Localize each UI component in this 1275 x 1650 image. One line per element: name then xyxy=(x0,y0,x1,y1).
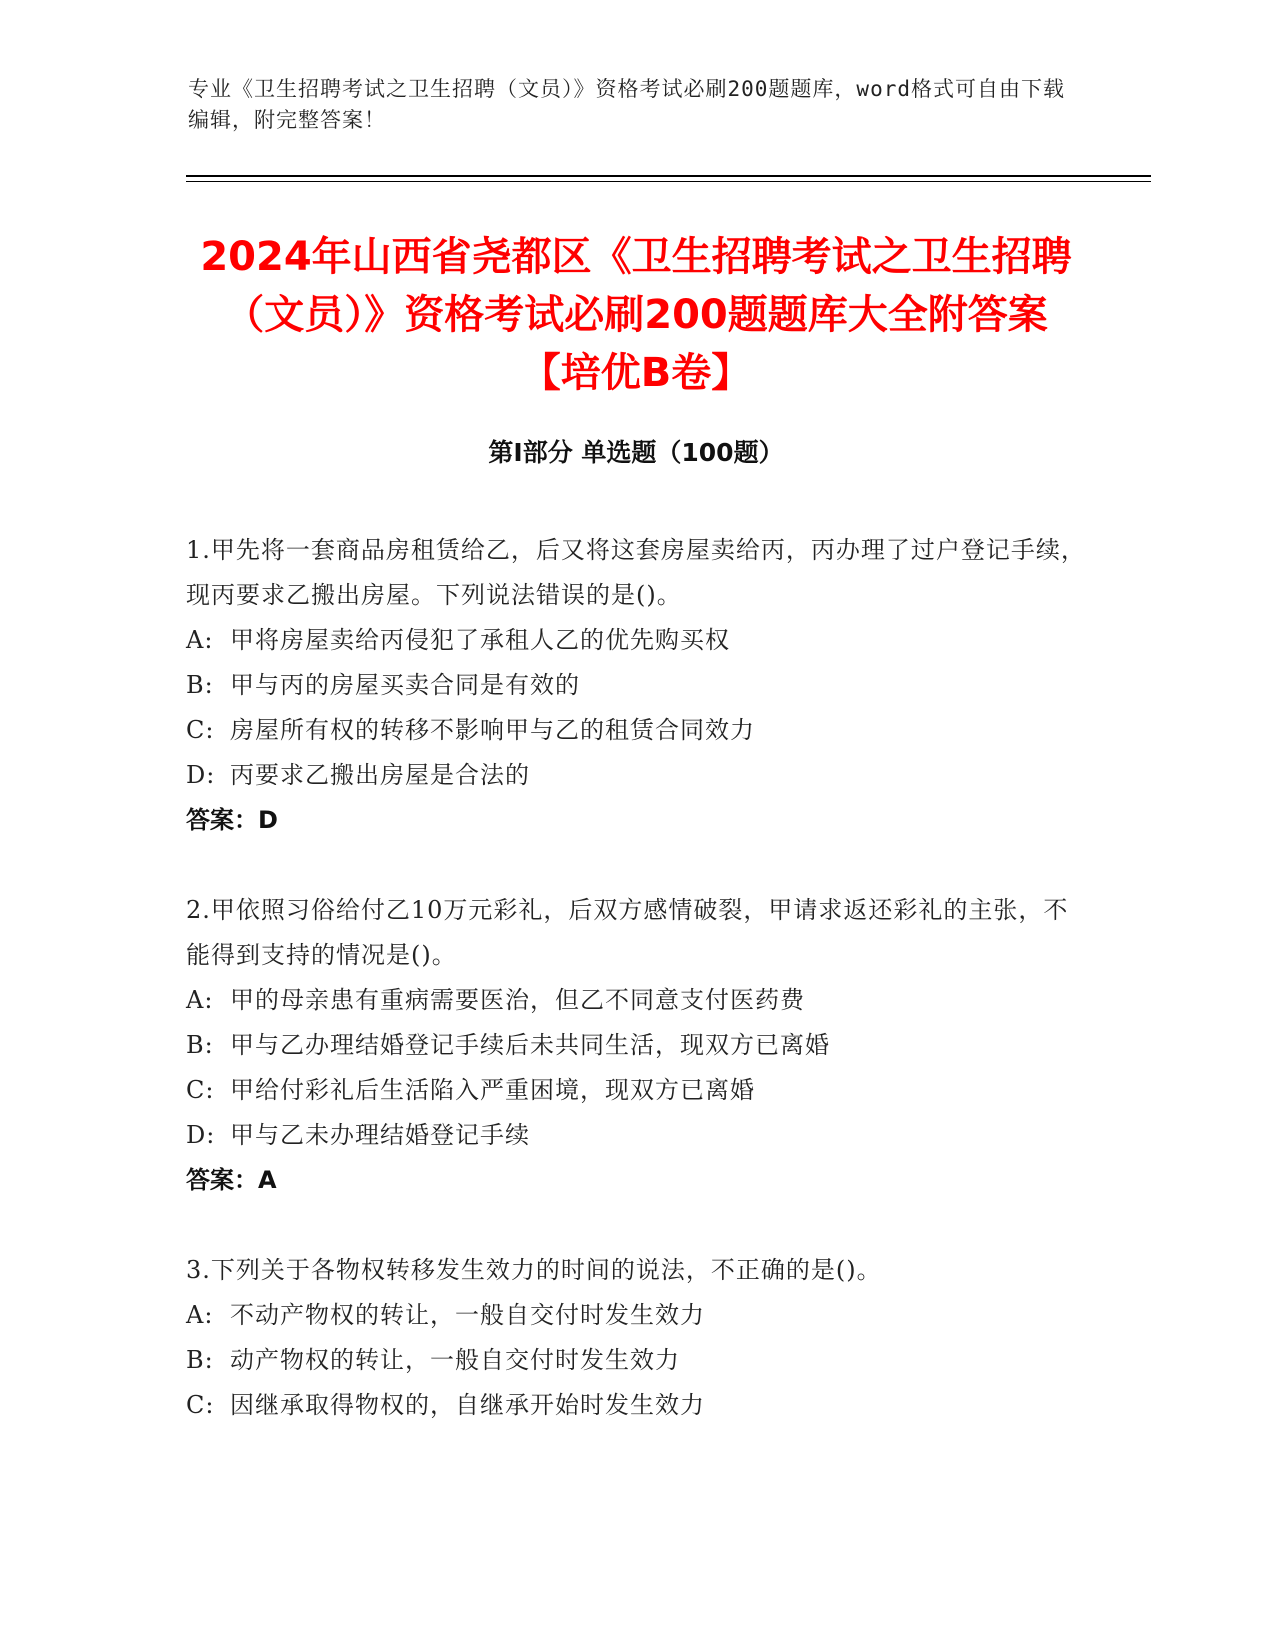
option-key: B: xyxy=(186,671,214,699)
question-option xyxy=(186,1293,1086,1338)
option-text: 因继承取得物权的，自继承开始时发生效力 xyxy=(230,1391,705,1419)
question-option xyxy=(186,663,1086,708)
option-key: D: xyxy=(186,761,216,789)
question-stem: 3.下列关于各物权转移发生效力的时间的说法，不正确的是()。 xyxy=(186,1256,882,1284)
option-key: B: xyxy=(186,1346,214,1374)
option-text: 甲与丙的房屋买卖合同是有效的 xyxy=(230,671,580,699)
header-rule-thin xyxy=(186,181,1151,182)
question-answer: 答案：A xyxy=(186,1166,277,1194)
option-key: C: xyxy=(186,716,215,744)
option-key: A: xyxy=(186,626,214,654)
question-option xyxy=(186,978,1086,1023)
header-note: 专业《卫生招聘考试之卫生招聘（文员）》资格考试必刷200题题库，word格式可自由下载编辑，附完整答案！ xyxy=(188,77,1065,132)
header-rule-thick xyxy=(186,175,1151,177)
question-item xyxy=(186,1248,1086,1428)
option-key: B: xyxy=(186,1031,214,1059)
question-option xyxy=(186,1068,1086,1113)
question-stem: 2.甲依照习俗给付乙10万元彩礼，后双方感情破裂，甲请求返还彩礼的主张，不能得到支持的情况是()。 xyxy=(186,896,1069,969)
option-key: A: xyxy=(186,1301,214,1329)
option-text: 甲与乙未办理结婚登记手续 xyxy=(230,1121,530,1149)
question-item xyxy=(186,528,1086,843)
question-option xyxy=(186,753,1086,798)
option-text: 甲与乙办理结婚登记手续后未共同生活，现双方已离婚 xyxy=(230,1031,830,1059)
option-text: 动产物权的转让，一般自交付时发生效力 xyxy=(230,1346,680,1374)
option-key: A: xyxy=(186,986,214,1014)
option-text: 甲的母亲患有重病需要医治，但乙不同意支付医药费 xyxy=(230,986,805,1014)
option-text: 甲将房屋卖给丙侵犯了承租人乙的优先购买权 xyxy=(230,626,730,654)
question-option xyxy=(186,1383,1086,1428)
option-key: D: xyxy=(186,1121,216,1149)
option-text: 甲给付彩礼后生活陷入严重困境，现双方已离婚 xyxy=(230,1076,755,1104)
page-title: 2024年山西省尧都区《卫生招聘考试之卫生招聘（文员）》资格考试必刷200题题库大全附答案【培优B卷】 xyxy=(200,234,1072,396)
question-stem: 1.甲先将一套商品房租赁给乙，后又将这套房屋卖给丙，丙办理了过户登记手续，现丙要求乙搬出房屋。下列说法错误的是()。 xyxy=(186,536,1086,609)
section-title: 第Ⅰ部分 单选题（100题） xyxy=(488,438,784,467)
question-option xyxy=(186,1023,1086,1068)
option-key: C: xyxy=(186,1391,215,1419)
question-answer: 答案：D xyxy=(186,806,278,834)
question-option xyxy=(186,618,1086,663)
question-item xyxy=(186,888,1086,1203)
option-key: C: xyxy=(186,1076,215,1104)
question-option xyxy=(186,1338,1086,1383)
question-option xyxy=(186,1113,1086,1158)
question-option xyxy=(186,708,1086,753)
option-text: 房屋所有权的转移不影响甲与乙的租赁合同效力 xyxy=(230,716,755,744)
option-text: 不动产物权的转让，一般自交付时发生效力 xyxy=(230,1301,705,1329)
option-text: 丙要求乙搬出房屋是合法的 xyxy=(230,761,530,789)
question-list xyxy=(186,528,1086,1473)
